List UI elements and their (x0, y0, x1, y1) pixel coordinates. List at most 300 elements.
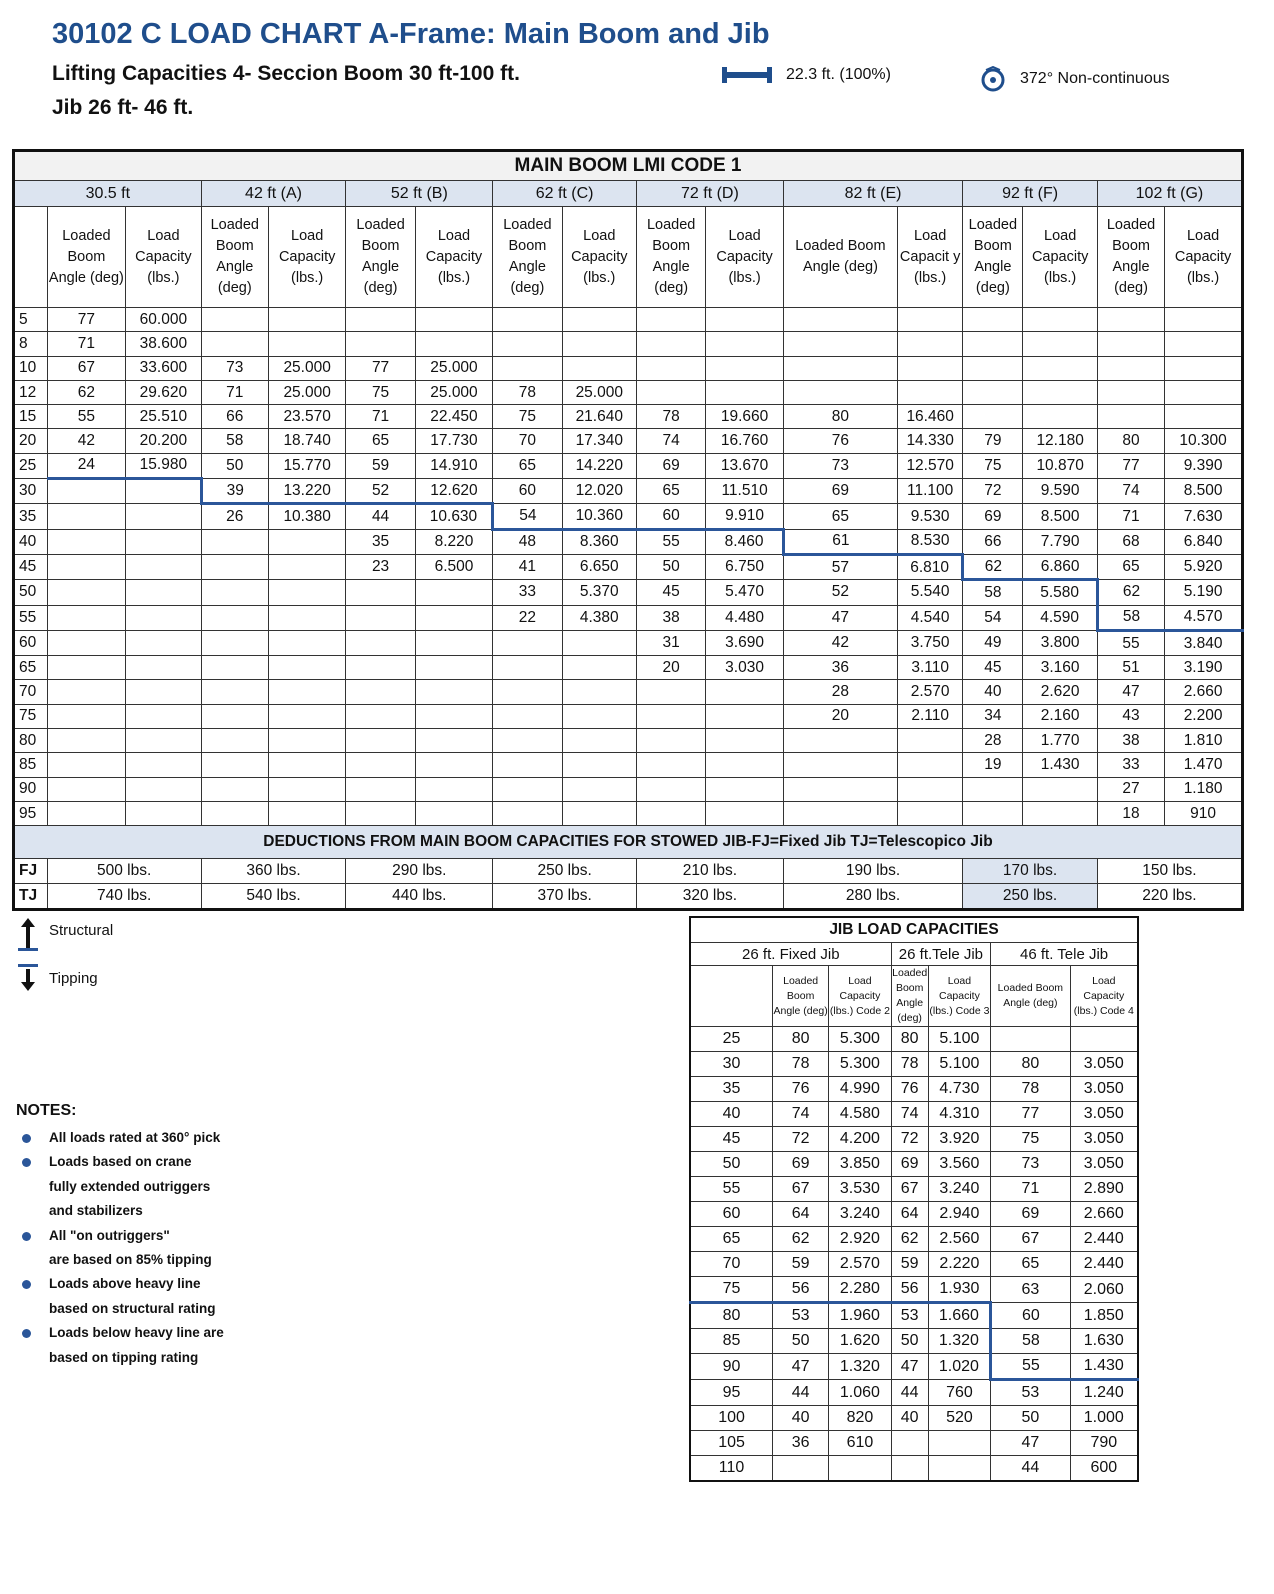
jib-angle-cell: 80 (991, 1052, 1070, 1077)
angle-cell: 74 (1097, 479, 1164, 504)
angle-cell: 36 (783, 656, 897, 680)
capacity-cell: 11.100 (898, 479, 963, 504)
capacity-cell: 910 (1165, 801, 1243, 825)
angle-cell (201, 680, 268, 704)
jib-angle-cell: 53 (773, 1303, 829, 1329)
angle-cell: 41 (493, 554, 562, 579)
jib-capacity-cell: 3.050 (1070, 1127, 1138, 1152)
angle-cell (637, 704, 706, 728)
jib-capacity-cell: 5.100 (928, 1027, 990, 1052)
angle-cell: 44 (346, 504, 415, 529)
angle-cell (346, 605, 415, 630)
angle-cell: 20 (637, 656, 706, 680)
angle-cell: 45 (963, 656, 1023, 680)
capacity-cell (898, 777, 963, 801)
radius-cell: 85 (14, 753, 48, 777)
angle-cell (346, 801, 415, 825)
angle-cell (201, 580, 268, 605)
boom-length-0: 30.5 ft (14, 181, 202, 207)
angle-cell (47, 656, 126, 680)
angle-cell: 79 (963, 429, 1023, 453)
radius-cell: 35 (14, 504, 48, 529)
capacity-cell (706, 356, 784, 380)
jib-angle-cell: 65 (991, 1252, 1070, 1277)
jib-angle-cell: 56 (891, 1277, 928, 1303)
jib-capacity-cell: 3.240 (928, 1177, 990, 1202)
capacity-cell: 10.380 (268, 504, 346, 529)
jib-capacity-cell: 1.020 (928, 1354, 990, 1380)
jib-radius-cell: 40 (690, 1102, 773, 1127)
capacity-cell: 33.600 (126, 356, 201, 380)
capacity-cell: 8.530 (898, 529, 963, 554)
angle-cell (201, 630, 268, 655)
legend-structural-label: Structural (49, 922, 114, 939)
subtitle-boom: Lifting Capacities 4- Seccion Boom 30 ft-100 ft. (52, 62, 520, 85)
jib-angle-cell: 80 (891, 1027, 928, 1052)
capacity-cell: 3.030 (706, 656, 784, 680)
tj-deduction-cell: 540 lbs. (201, 884, 346, 910)
jib-angle-cell: 40 (773, 1406, 829, 1431)
jib-row (690, 1329, 1138, 1354)
angle-cell: 18 (1097, 801, 1164, 825)
capacity-cell (706, 680, 784, 704)
boom-length-3: 62 ft (C) (493, 181, 637, 207)
jib-capacity-cell: 3.530 (829, 1177, 891, 1202)
capacity-cell (562, 729, 636, 753)
capacity-cell: 4.480 (706, 605, 784, 630)
angle-cell: 55 (1097, 630, 1164, 655)
angle-cell (963, 801, 1023, 825)
angle-cell (963, 777, 1023, 801)
radius-cell: 95 (14, 801, 48, 825)
angle-cell (346, 580, 415, 605)
jib-angle-cell: 50 (991, 1406, 1070, 1431)
angle-cell (201, 529, 268, 554)
jib-group-tele-46: 46 ft. Tele Jib (991, 943, 1138, 966)
jib-capacity-cell: 1.930 (928, 1277, 990, 1303)
angle-cell (47, 704, 126, 728)
angle-cell (637, 380, 706, 404)
jib-angle-cell: 72 (773, 1127, 829, 1152)
capacity-cell (898, 380, 963, 404)
jib-radius-cell: 70 (690, 1252, 773, 1277)
radius-cell: 25 (14, 453, 48, 478)
note-text: and stabilizers (49, 1203, 143, 1219)
note-line (16, 1150, 224, 1174)
capacity-head: Load Capacity (lbs.) (562, 207, 636, 308)
radius-cell: 65 (14, 656, 48, 680)
angle-cell: 71 (201, 380, 268, 404)
capacity-cell: 1.470 (1165, 753, 1243, 777)
angle-cell: 69 (637, 453, 706, 478)
jib-row (690, 1354, 1138, 1380)
tj-deduction-cell: 440 lbs. (346, 884, 493, 910)
jib-angle-cell (891, 1456, 928, 1482)
angle-cell (783, 801, 897, 825)
jib-angle-cell: 64 (773, 1202, 829, 1227)
capacity-head: Load Capacity (lbs.) (415, 207, 493, 308)
jib-angle-cell: 56 (773, 1277, 829, 1303)
capacity-cell (268, 580, 346, 605)
fj-deduction-cell: 290 lbs. (346, 859, 493, 884)
outrigger-spec (722, 66, 891, 84)
jib-angle-cell: 47 (891, 1354, 928, 1380)
capacity-cell: 4.540 (898, 605, 963, 630)
capacity-cell (1023, 356, 1097, 380)
jib-capacity-cell: 3.050 (1070, 1077, 1138, 1102)
angle-cell: 40 (963, 680, 1023, 704)
radius-cell: 50 (14, 580, 48, 605)
tipping-arrow-icon (16, 964, 40, 994)
radius-cell: 30 (14, 479, 48, 504)
jib-row (690, 1027, 1138, 1052)
angle-cell: 62 (963, 554, 1023, 579)
boom-length-5: 82 ft (E) (783, 181, 962, 207)
capacity-cell (898, 332, 963, 356)
boom-row (14, 656, 1243, 680)
boom-row (14, 356, 1243, 380)
capacity-cell (1023, 405, 1097, 429)
note-text: Loads above heavy line (49, 1276, 201, 1292)
angle-cell (47, 554, 126, 579)
jib-capacity-cell: 1.660 (928, 1303, 990, 1329)
note-bullet-icon (22, 1329, 31, 1338)
angle-cell: 39 (201, 479, 268, 504)
capacity-cell (415, 308, 493, 332)
jib-angle-cell: 76 (773, 1077, 829, 1102)
angle-cell: 43 (1097, 704, 1164, 728)
page-title: 30102 C LOAD CHART A-Frame: Main Boom and Jib (52, 18, 770, 50)
jib-angle-cell: 53 (991, 1380, 1070, 1406)
boom-row (14, 479, 1243, 504)
jib-row (690, 1406, 1138, 1431)
capacity-cell (126, 729, 201, 753)
jib-radius-cell: 60 (690, 1202, 773, 1227)
note-text: based on structural rating (49, 1300, 216, 1316)
angle-cell (201, 729, 268, 753)
note-line (16, 1248, 224, 1272)
capacity-cell: 9.590 (1023, 479, 1097, 504)
angle-cell (47, 529, 126, 554)
jib-radius-cell: 55 (690, 1177, 773, 1202)
jib-angle-cell: 73 (991, 1152, 1070, 1177)
capacity-cell (562, 308, 636, 332)
jib-capacity-cell: 4.200 (829, 1127, 891, 1152)
angle-cell (346, 308, 415, 332)
jib-angle-cell: 58 (991, 1329, 1070, 1354)
boom-row (14, 429, 1243, 453)
jib-angle-cell: 36 (773, 1431, 829, 1456)
angle-cell: 71 (1097, 504, 1164, 529)
radius-head (14, 207, 48, 308)
capacity-cell: 1.810 (1165, 729, 1243, 753)
capacity-cell: 23.570 (268, 405, 346, 429)
fj-deduction-cell: 360 lbs. (201, 859, 346, 884)
capacity-cell: 6.840 (1165, 529, 1243, 554)
capacity-cell: 2.200 (1165, 704, 1243, 728)
capacity-cell (1165, 356, 1243, 380)
jib-capacity-cell: 2.920 (829, 1227, 891, 1252)
jib-angle-cell: 80 (773, 1027, 829, 1052)
capacity-cell: 19.660 (706, 405, 784, 429)
outrigger-span-icon (722, 67, 772, 83)
capacity-cell (126, 529, 201, 554)
note-bullet-icon (22, 1232, 31, 1241)
angle-cell: 38 (1097, 729, 1164, 753)
jib-capacity-cell: 2.940 (928, 1202, 990, 1227)
jib-head-cap4: Load Capacity (lbs.) Code 4 (1070, 966, 1138, 1027)
jib-row (690, 1252, 1138, 1277)
tj-deduction-cell: 370 lbs. (493, 884, 637, 910)
subtitle-jib: Jib 26 ft- 46 ft. (52, 96, 194, 119)
angle-cell: 58 (1097, 605, 1164, 630)
angle-cell: 33 (1097, 753, 1164, 777)
capacity-cell (562, 630, 636, 655)
angle-cell (346, 332, 415, 356)
capacity-cell: 17.340 (562, 429, 636, 453)
radius-cell: 90 (14, 777, 48, 801)
capacity-cell: 60.000 (126, 308, 201, 332)
angle-cell (637, 332, 706, 356)
angle-cell (493, 356, 562, 380)
angle-cell (201, 753, 268, 777)
angle-cell (637, 777, 706, 801)
jib-capacity-cell: 1.320 (928, 1329, 990, 1354)
capacity-cell (268, 656, 346, 680)
note-bullet-icon (22, 1280, 31, 1289)
jib-capacity-cell: 4.990 (829, 1077, 891, 1102)
capacity-cell: 2.160 (1023, 704, 1097, 728)
angle-cell (1097, 380, 1164, 404)
capacity-cell: 16.760 (706, 429, 784, 453)
jib-capacity-cell: 5.300 (829, 1027, 891, 1052)
capacity-cell: 3.800 (1023, 630, 1097, 655)
jib-angle-cell (773, 1456, 829, 1482)
capacity-cell: 3.110 (898, 656, 963, 680)
capacity-cell: 4.590 (1023, 605, 1097, 630)
angle-cell (493, 680, 562, 704)
angle-cell (1097, 308, 1164, 332)
radius-cell: 12 (14, 380, 48, 404)
angle-head: Loaded Boom Angle (deg) (783, 207, 897, 308)
radius-cell: 55 (14, 605, 48, 630)
capacity-cell: 25.000 (562, 380, 636, 404)
jib-capacity-cell: 820 (829, 1406, 891, 1431)
tj-row (14, 884, 1243, 910)
angle-cell (346, 704, 415, 728)
outrigger-spec-text: 22.3 ft. (100%) (786, 66, 891, 83)
angle-cell (201, 801, 268, 825)
capacity-cell (415, 630, 493, 655)
capacity-cell (268, 554, 346, 579)
capacity-cell: 8.500 (1165, 479, 1243, 504)
capacity-cell: 29.620 (126, 380, 201, 404)
jib-angle-cell: 55 (991, 1354, 1070, 1380)
jib-radius-cell: 100 (690, 1406, 773, 1431)
radius-cell: 70 (14, 680, 48, 704)
capacity-head: Load Capacity (lbs.) (706, 207, 784, 308)
capacity-cell: 5.580 (1023, 580, 1097, 605)
angle-cell (47, 777, 126, 801)
capacity-cell: 9.530 (898, 504, 963, 529)
radius-cell: 10 (14, 356, 48, 380)
angle-cell (47, 630, 126, 655)
jib-angle-cell: 63 (991, 1277, 1070, 1303)
capacity-cell: 6.750 (706, 554, 784, 579)
jib-angle-cell: 44 (891, 1380, 928, 1406)
capacity-cell (268, 704, 346, 728)
angle-cell: 66 (963, 529, 1023, 554)
angle-cell: 69 (963, 504, 1023, 529)
jib-angle-cell: 69 (991, 1202, 1070, 1227)
capacity-cell: 11.510 (706, 479, 784, 504)
angle-cell: 77 (47, 308, 126, 332)
capacity-cell (126, 504, 201, 529)
capacity-cell (268, 332, 346, 356)
angle-cell (346, 656, 415, 680)
angle-cell (783, 308, 897, 332)
tj-deduction-cell: 320 lbs. (637, 884, 784, 910)
angle-cell: 78 (493, 380, 562, 404)
deductions-title-row (14, 826, 1243, 859)
capacity-cell: 22.450 (415, 405, 493, 429)
notes-title: NOTES: (16, 1102, 77, 1119)
capacity-cell (415, 605, 493, 630)
boom-row (14, 529, 1243, 554)
jib-angle-cell: 47 (773, 1354, 829, 1380)
capacity-cell (415, 801, 493, 825)
angle-cell: 52 (346, 479, 415, 504)
capacity-cell (562, 680, 636, 704)
angle-cell: 28 (963, 729, 1023, 753)
jib-radius-cell: 35 (690, 1077, 773, 1102)
jib-angle-cell: 50 (773, 1329, 829, 1354)
jib-angle-cell: 59 (891, 1252, 928, 1277)
jib-capacity-cell: 2.440 (1070, 1227, 1138, 1252)
angle-cell (493, 704, 562, 728)
jib-capacity-cell: 2.220 (928, 1252, 990, 1277)
angle-cell (201, 308, 268, 332)
fj-deduction-cell: 210 lbs. (637, 859, 784, 884)
jib-capacity-cell: 2.440 (1070, 1252, 1138, 1277)
boom-length-7: 102 ft (G) (1097, 181, 1242, 207)
capacity-cell: 1.180 (1165, 777, 1243, 801)
angle-cell: 50 (637, 554, 706, 579)
jib-radius-cell: 110 (690, 1456, 773, 1482)
angle-cell (346, 729, 415, 753)
angle-cell: 75 (346, 380, 415, 404)
capacity-cell: 9.910 (706, 504, 784, 529)
jib-capacity-cell: 3.050 (1070, 1102, 1138, 1127)
jib-angle-cell: 47 (991, 1431, 1070, 1456)
capacity-head: Load Capacity (lbs.) (126, 207, 201, 308)
capacity-cell (268, 753, 346, 777)
capacity-cell (706, 801, 784, 825)
angle-cell: 70 (493, 429, 562, 453)
capacity-cell: 13.220 (268, 479, 346, 504)
capacity-cell: 12.570 (898, 453, 963, 478)
capacity-cell (562, 801, 636, 825)
angle-cell: 54 (963, 605, 1023, 630)
jib-head-blank (690, 966, 773, 1027)
angle-cell (47, 580, 126, 605)
jib-angle-cell: 40 (891, 1406, 928, 1431)
jib-capacity-cell: 1.630 (1070, 1329, 1138, 1354)
boom-length-1: 42 ft (A) (201, 181, 346, 207)
note-text: are based on 85% tipping (49, 1251, 212, 1267)
angle-cell: 71 (47, 332, 126, 356)
capacity-cell (126, 680, 201, 704)
angle-cell: 68 (1097, 529, 1164, 554)
jib-capacity-cell (928, 1456, 990, 1482)
capacity-cell (415, 580, 493, 605)
capacity-cell (126, 656, 201, 680)
capacity-cell: 25.000 (415, 380, 493, 404)
jib-row (690, 1380, 1138, 1406)
structural-arrow-icon (16, 916, 40, 952)
jib-angle-cell: 44 (773, 1380, 829, 1406)
angle-cell: 47 (783, 605, 897, 630)
capacity-cell (126, 554, 201, 579)
note-line (16, 1199, 224, 1223)
angle-cell: 74 (637, 429, 706, 453)
angle-cell: 34 (963, 704, 1023, 728)
jib-capacity-cell: 4.730 (928, 1077, 990, 1102)
angle-cell (783, 356, 897, 380)
capacity-head: Load Capacit y (lbs.) (898, 207, 963, 308)
angle-cell: 60 (493, 479, 562, 504)
angle-cell: 52 (783, 580, 897, 605)
jib-angle-cell: 62 (773, 1227, 829, 1252)
capacity-cell: 6.650 (562, 554, 636, 579)
boom-row (14, 453, 1243, 478)
boom-row (14, 753, 1243, 777)
radius-cell: 8 (14, 332, 48, 356)
tj-deduction-cell: 740 lbs. (47, 884, 201, 910)
capacity-cell: 5.370 (562, 580, 636, 605)
angle-cell (783, 332, 897, 356)
jib-capacity-cell: 4.310 (928, 1102, 990, 1127)
jib-row (690, 1277, 1138, 1303)
capacity-cell: 10.870 (1023, 453, 1097, 478)
jib-row (690, 1077, 1138, 1102)
jib-angle-cell: 78 (891, 1052, 928, 1077)
capacity-cell: 10.300 (1165, 429, 1243, 453)
jib-angle-cell (991, 1027, 1070, 1052)
angle-cell: 55 (47, 405, 126, 429)
jib-angle-cell: 71 (991, 1177, 1070, 1202)
angle-cell (637, 729, 706, 753)
angle-cell (201, 704, 268, 728)
fj-deduction-cell: 500 lbs. (47, 859, 201, 884)
jib-radius-cell: 105 (690, 1431, 773, 1456)
angle-cell: 54 (493, 504, 562, 529)
jib-capacity-cell: 2.060 (1070, 1277, 1138, 1303)
angle-cell: 75 (963, 453, 1023, 478)
capacity-cell (898, 801, 963, 825)
jib-row (690, 1202, 1138, 1227)
angle-cell: 22 (493, 605, 562, 630)
capacity-cell (1165, 380, 1243, 404)
angle-cell (1097, 332, 1164, 356)
capacity-cell: 18.740 (268, 429, 346, 453)
note-text: All "on outriggers" (49, 1227, 170, 1243)
capacity-cell: 5.540 (898, 580, 963, 605)
capacity-cell (415, 680, 493, 704)
capacity-cell: 25.000 (268, 380, 346, 404)
capacity-cell: 14.910 (415, 453, 493, 478)
angle-cell: 73 (783, 453, 897, 478)
